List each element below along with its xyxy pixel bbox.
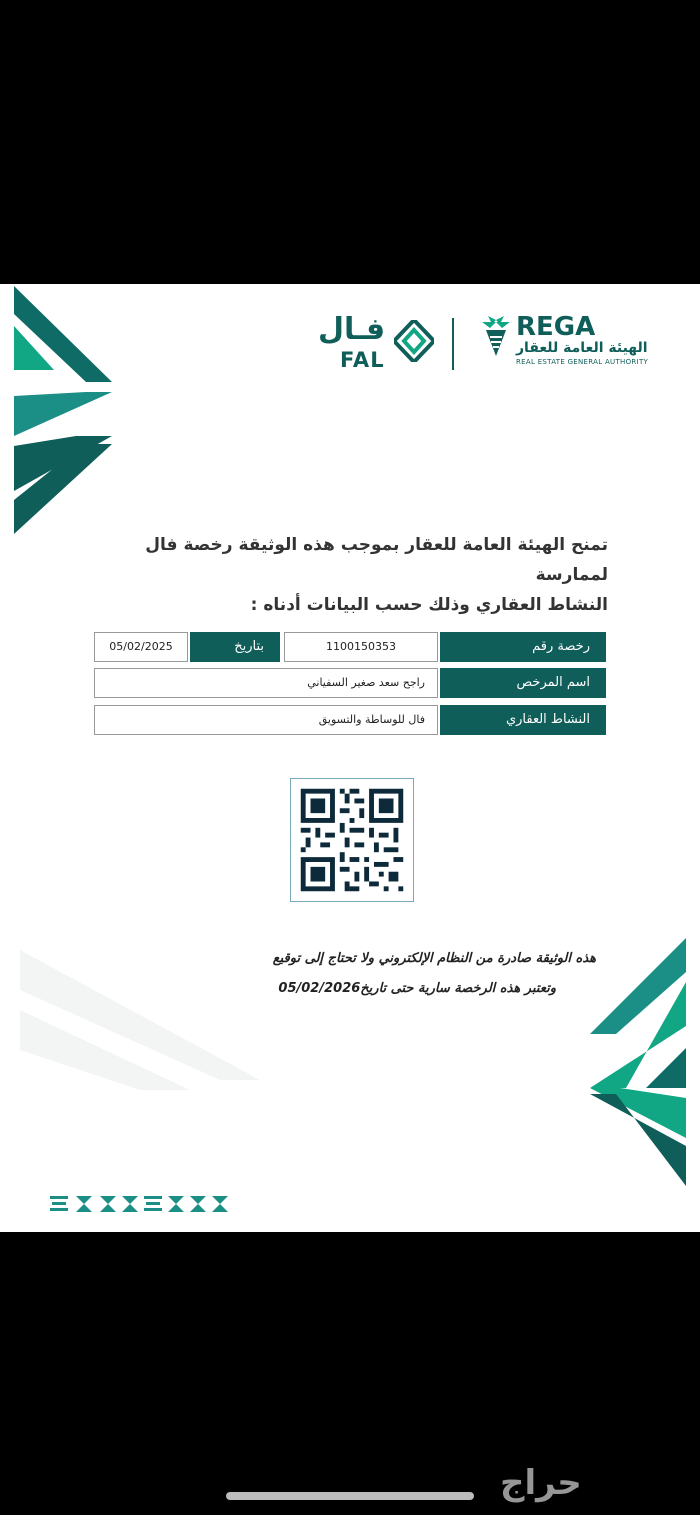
header-logos [318,312,658,374]
logo-divider [452,318,454,370]
haraj-watermark: حراج [500,1463,582,1503]
rega-logo-arabic: الهيئة العامة للعقار [516,340,648,356]
license-number-label: رخصة رقم [440,632,606,662]
decorative-chevron-bottom-right [586,938,686,1188]
date-label: بتاريخ [190,632,280,662]
footer-line-1: هذه الوثيقة صادرة من النظام الإلكتروني ولا تحتاج إلى توقيع [272,951,596,966]
license-number-value: 1100150353 [284,632,438,662]
rega-logo-english: REGA [516,312,596,342]
footer-note [140,944,596,1004]
activity-label: النشاط العقاري [440,705,606,735]
activity-value: فال للوساطة والتسويق [94,705,438,735]
licensee-name-label: اسم المرخص [440,668,606,698]
footer-line-2: وتعتبر هذه الرخصة سارية حتى تاريخ05/02/2026 [278,981,556,996]
qr-code[interactable] [290,778,414,902]
fal-logo-arabic: فـال [318,312,386,347]
date-value: 05/02/2025 [94,632,188,662]
rega-logo-subtitle: REAL ESTATE GENERAL AUTHORITY [516,358,649,366]
rega-palm-icon [478,316,514,368]
home-indicator-bar[interactable] [226,1492,474,1500]
fal-logo-english: FAL [340,348,385,372]
intro-line-2: النشاط العقاري وذلك حسب البيانات أدناه : [250,595,608,615]
intro-line-1: تمنح الهيئة العامة للعقار بموجب هذه الوثيقة رخصة فال لممارسة [145,535,608,585]
intro-paragraph [80,530,608,620]
fal-logo-icon [394,320,434,362]
decorative-chevron-top-left [14,286,114,536]
decorative-pattern-icon [50,1194,232,1216]
licensee-name-value: راجح سعد صغير السفياني [94,668,438,698]
qr-code-icon [291,779,413,901]
